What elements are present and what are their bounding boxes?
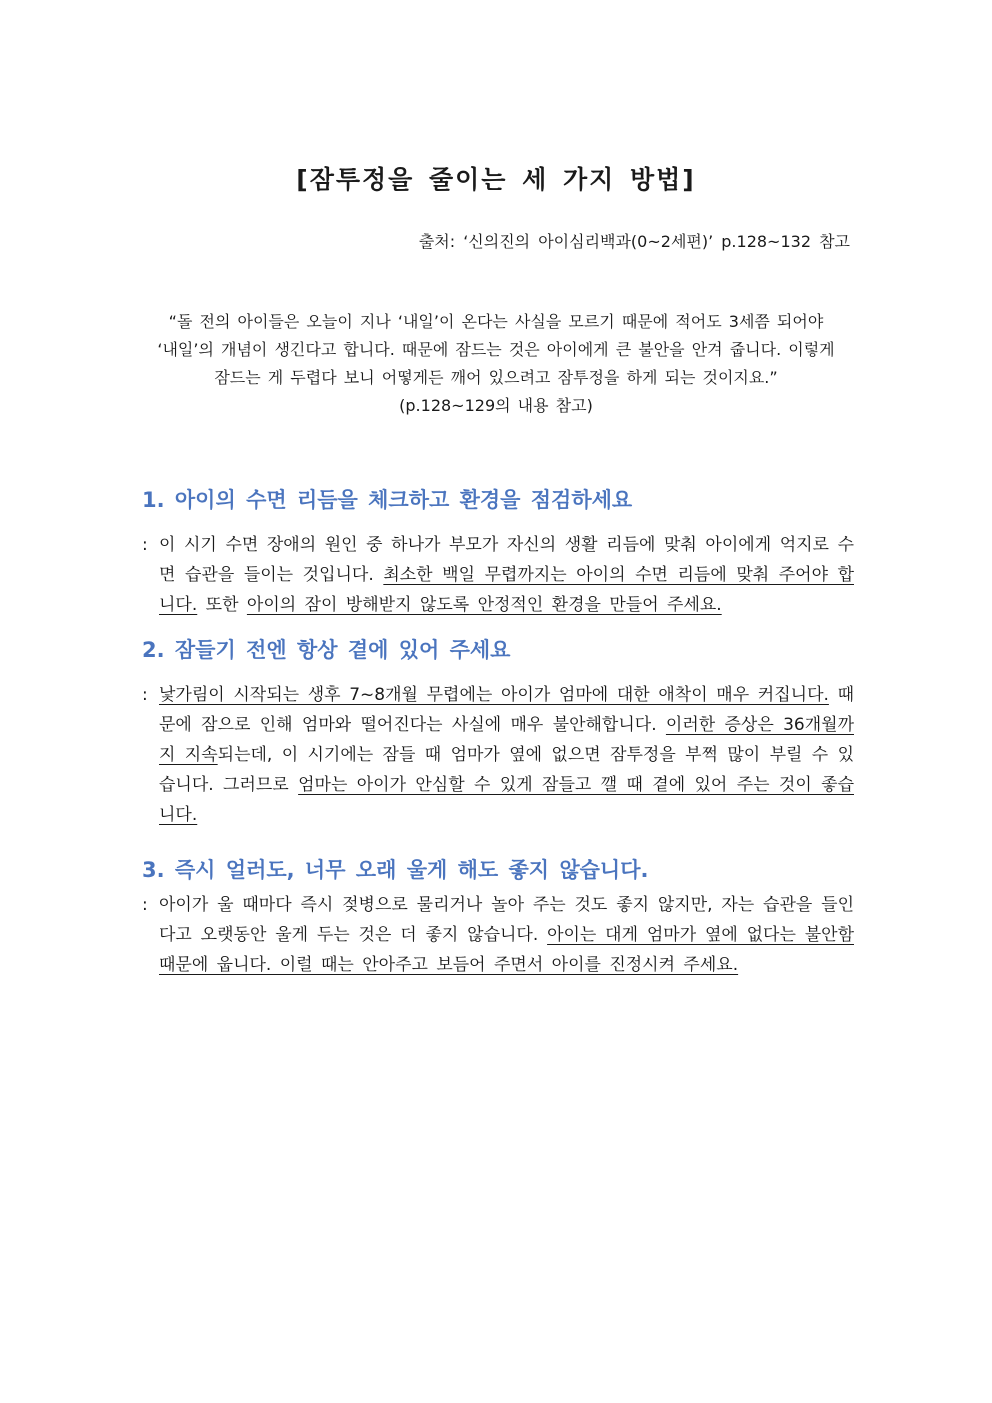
section-1 [142,484,854,620]
quote-line: “돌 전의 아이들은 오늘이 지나 ‘내일’이 온다는 사실을 모르기 때문에 적어도 3세쯤 되어야 [168,312,824,331]
section-1-text: 이 시기 수면 장애의 원인 중 하나가 부모가 자신의 생활 리듬에 맞춰 아이에게 억지로 수면 습관을 들이는 것입니다. [159,535,854,585]
bullet-colon: : [142,895,148,915]
section-2-underlined-text: 엄마는 아이가 안심할 수 있게 잠들고 깰 때 곁에 있어 주는 것이 좋습니다. [159,775,854,825]
section-3 [142,854,854,980]
section-2-underlined-text: 이러한 증상은 36개월까지 지속 [159,715,854,765]
source-citation: 출처: ‘신의진의 아이심리백과(0~2세편)’ p.128~132 참고 [418,232,850,251]
page-title: [잠투정을 줄이는 세 가지 방법] [296,165,696,194]
section-3-text: 아이가 울 때마다 즉시 젖병으로 물리거나 놀아 주는 것도 좋지 않지만, 자는 습관을 들인다고 오랫동안 울게 두는 것은 더 좋지 않습니다. [159,895,854,945]
bullet-colon: : [142,535,148,555]
section-2-text: 때문에 잠으로 인해 엄마와 떨어진다는 사실에 매우 불안해합니다. [159,685,854,735]
section-2-heading: 2. 잠들기 전엔 항상 곁에 있어 주세요 [142,638,511,662]
section-2 [142,634,854,830]
section-3-body [142,890,854,980]
section-1-body [142,530,854,620]
intro-quote [140,308,852,420]
section-2-underlined-text: 낯가림이 시작되는 생후 7~8개월 무렵에는 아이가 엄마에 대한 애착이 매우 커집니다. [159,685,829,705]
section-1-underlined-text: 아이의 잠이 방해받지 않도록 안정적인 환경을 만들어 주세요. [246,595,722,615]
section-3-underlined-text: 아이는 대게 엄마가 옆에 없다는 불안함 때문에 웁니다. 이럴 때는 안아주고 보듬어 주면서 아이를 진정시켜 주세요. [159,925,854,975]
quote-reference: (p.128~129의 내용 참고) [399,396,593,415]
section-1-underlined-text: 최소한 백일 무렵까지는 아이의 수면 리듬에 맞춰 주어야 합니다. [159,565,854,615]
section-1-heading: 1. 아이의 수면 리듬을 체크하고 환경을 점검하세요 [142,488,633,512]
section-2-body [142,680,854,830]
bullet-colon: : [142,685,148,705]
quote-line: ‘내일’의 개념이 생긴다고 합니다. 때문에 잠드는 것은 아이에게 큰 불안을 안겨 줍니다. 이렇게 [157,340,835,359]
section-1-text: 또한 [197,595,247,615]
quote-line: 잠드는 게 두렵다 보니 어떻게든 깨어 있으려고 잠투정을 하게 되는 것이지요.” [214,368,778,387]
section-3-heading: 3. 즉시 얼러도, 너무 오래 울게 해도 좋지 않습니다. [142,858,649,882]
section-2-text: 되는데, 이 시기에는 잠들 때 엄마가 옆에 없으면 잠투정을 부쩍 많이 부릴 수 있습니다. 그러므로 [159,745,855,795]
